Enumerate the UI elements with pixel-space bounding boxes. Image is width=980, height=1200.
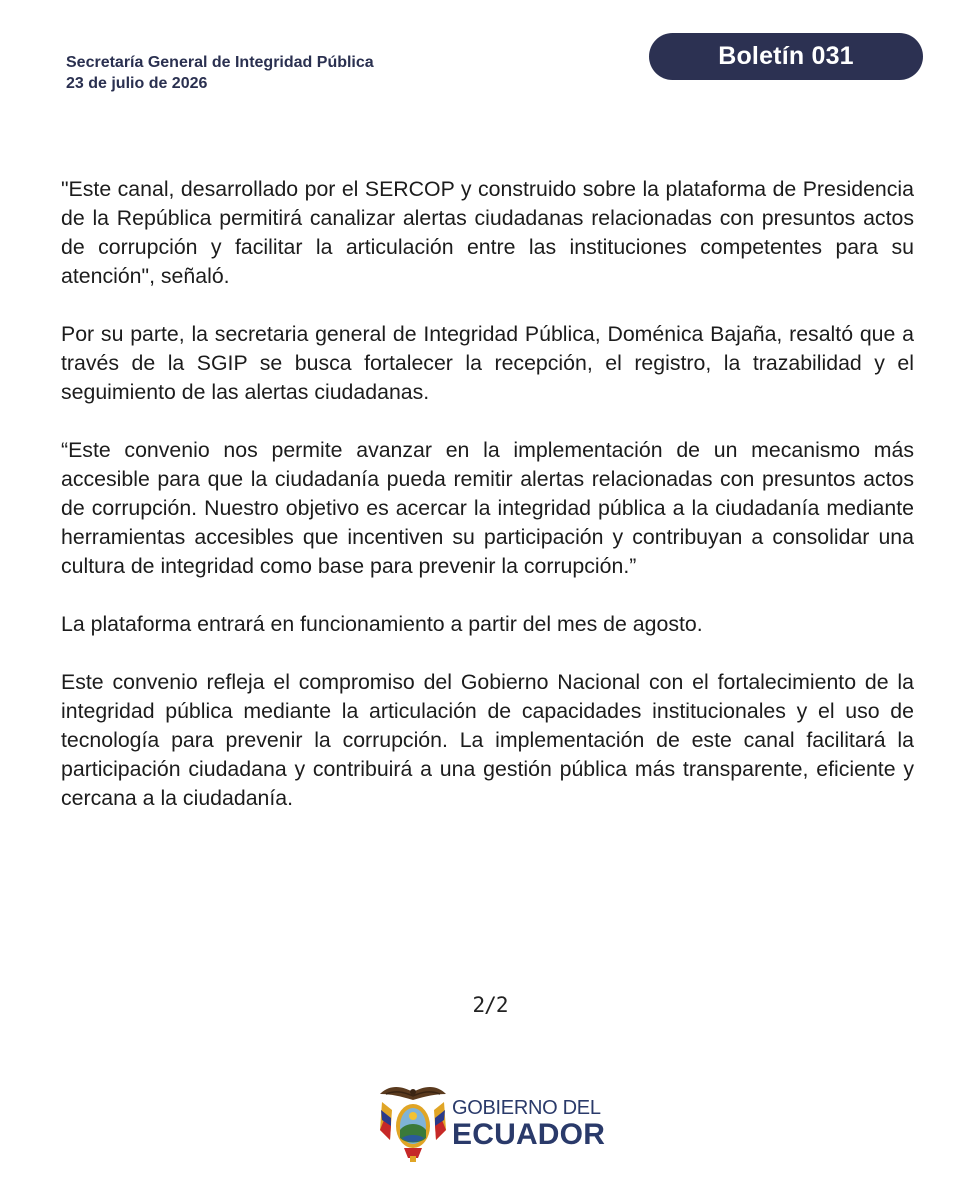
paragraph: “Este convenio nos permite avanzar en la implementación de un mecanismo más accesible para que la ciudadanía pueda remitir alertas relacionadas con presuntos actos de corrupción. Nuestro objetivo es acercar la integridad pública a la ciudadanía mediante herramientas accesibles que incentiven su participación y contribuyan a consolidar una cultura de integridad como base para prevenir la corrupción.” xyxy=(61,438,914,578)
organization-name: Secretaría General de Integridad Pública xyxy=(66,54,374,71)
bulletin-badge xyxy=(649,33,923,80)
document-header xyxy=(66,52,374,94)
paragraph: "Este canal, desarrollado por el SERCOP y construido sobre la plataforma de Presidencia de la República permitirá canalizar alertas ciudadanas relacionadas con presuntos actos de corrupción y facilitar la articulación entre las instituciones competentes para su atención", señaló. xyxy=(61,177,914,288)
logo-wordmark xyxy=(452,1094,605,1150)
paragraph: Por su parte, la secretaria general de Integridad Pública, Doménica Bajaña, resaltó que a través de la SGIP se busca fortalecer la recepción, el registro, la trazabilidad y el seguimiento de las alertas ciudadanas. xyxy=(61,322,914,404)
government-logo xyxy=(376,1080,605,1164)
paragraph: Este convenio refleja el compromiso del Gobierno Nacional con el fortalecimiento de la integridad pública mediante la articulación de capacidades institucionales y el uso de tecnología para prevenir la corrupción. La implementación de este canal facilitará la participación ciudadana y contribuirá a una gestión pública más transparente, eficiente y cercana a la ciudadanía. xyxy=(61,670,914,810)
paragraph: La plataforma entrará en funcionamiento a partir del mes de agosto. xyxy=(61,612,703,636)
logo-line-ecuador: ECUADOR xyxy=(452,1118,606,1151)
logo-line-gobierno: GOBIERNO DEL xyxy=(452,1097,601,1119)
coat-of-arms-icon xyxy=(376,1080,450,1164)
document-body xyxy=(61,175,914,842)
page-number: 2/2 xyxy=(472,993,508,1017)
bulletin-label: Boletín 031 xyxy=(718,42,854,70)
document-date: 23 de julio de 2026 xyxy=(66,75,208,92)
